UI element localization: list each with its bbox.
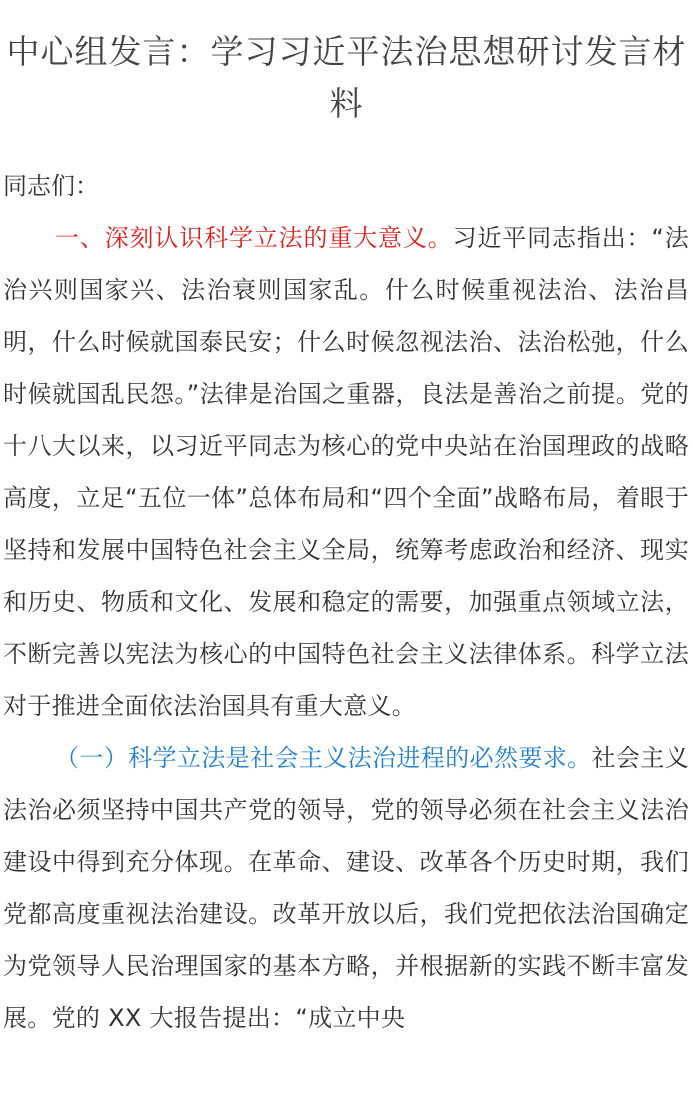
section-heading-1: 一、深刻认识科学立法的重大意义。 — [55, 224, 453, 252]
document-title: 中心组发言：学习习近平法治思想研讨发言材料 — [6, 32, 687, 123]
paragraph-2 — [3, 732, 689, 1044]
paragraph-text-2: 社会主义法治必须坚持中国共产党的领导，党的领导必须在社会主义法治建设中得到充分体现。在革命、建设、改革各个历史时期，我们党都高度重视法治建设。改革开放以后，我们党把依法治国确定为党领导人民治理国家的基本方略，并根据新的实践不断丰富发展。党的 XX 大报告提出：“成立中央 — [3, 744, 689, 1032]
document-body — [0, 160, 693, 1044]
greeting: 同志们： — [3, 172, 99, 200]
section-heading-2: （一）科学立法是社会主义法治进程的必然要求。 — [55, 744, 592, 772]
paragraph-1 — [3, 212, 689, 732]
paragraph-text-1: 习近平同志指出：“法治兴则国家兴、法治衰则国家乱。什么时候重视法治、法治昌明，什么时候就国泰民安；什么时候忽视法治、法治松弛，什么时候就国乱民怨。”法律是治国之重器，良法是善治之前提。党的十八大以来，以习近平同志为核心的党中央站在治国理政的战略高度，立足“五位一体”总体布局和“四个全面”战略布局，着眼于坚持和发展中国特色社会主义全局，统筹考虑政治和经济、现实和历史、物质和文化、发展和稳定的需要，加强重点领域立法，不断完善以宪法为核心的中国特色社会主义法律体系。科学立法对于推进全面依法治国具有重大意义。 — [3, 224, 689, 720]
